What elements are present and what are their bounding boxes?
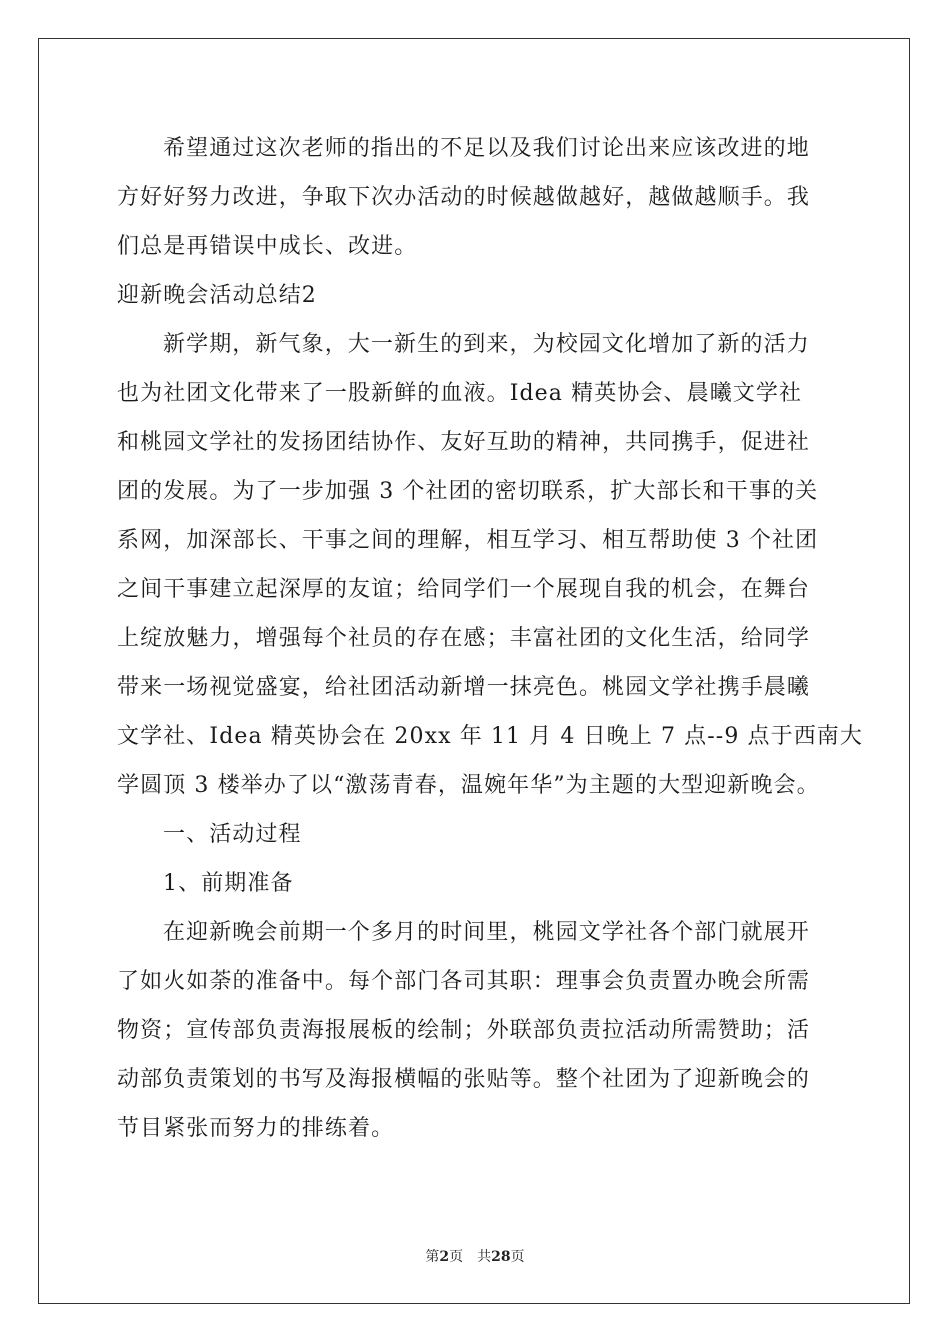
section-heading: 迎新晚会活动总结2 bbox=[117, 283, 317, 308]
page-footer bbox=[0, 1246, 950, 1266]
subheading: 1、前期准备 bbox=[163, 871, 294, 896]
page-suffix: 页 bbox=[449, 1249, 464, 1265]
paragraph-line: 了如火如荼的准备中。每个部门各司其职：理事会负责置办晚会所需 bbox=[117, 969, 811, 994]
paragraph-line: 也为社团文化带来了一股新鲜的血液。Idea 精英协会、晨曦文学社 bbox=[117, 381, 803, 406]
paragraph-line: 上绽放魅力，增强每个社员的存在感；丰富社团的文化生活，给同学 bbox=[117, 626, 811, 651]
current-page-number: 2 bbox=[439, 1249, 450, 1265]
paragraph-line: 物资；宣传部负责海报展板的绘制；外联部负责拉活动所需赞助；活 bbox=[117, 1018, 811, 1043]
document-body bbox=[117, 124, 864, 1153]
paragraph-line: 们总是再错误中成长、改进。 bbox=[117, 234, 418, 259]
paragraph-line: 方好好努力改进，争取下次办活动的时候越做越好，越做越顺手。我 bbox=[117, 185, 811, 210]
subheading: 一、活动过程 bbox=[163, 822, 302, 847]
paragraph-line: 团的发展。为了一步加强 3 个社团的密切联系，扩大部长和干事的关 bbox=[117, 479, 819, 504]
total-prefix: 共 bbox=[477, 1249, 492, 1265]
paragraph-line: 和桃园文学社的发扬团结协作、友好互助的精神，共同携手，促进社 bbox=[117, 430, 811, 455]
paragraph-line: 节目紧张而努力的排练着。 bbox=[117, 1116, 395, 1141]
page-prefix: 第 bbox=[425, 1249, 440, 1265]
paragraph-line: 动部负责策划的书写及海报横幅的张贴等。整个社团为了迎新晚会的 bbox=[117, 1067, 811, 1092]
total-suffix: 页 bbox=[510, 1249, 525, 1265]
paragraph-line: 系网，加深部长、干事之间的理解，相互学习、相互帮助使 3 个社团 bbox=[117, 528, 819, 553]
paragraph-line: 文学社、Idea 精英协会在 20xx 年 11 月 4 日晚上 7 点--9 点于西南大 bbox=[117, 724, 864, 749]
paragraph-line: 带来一场视觉盛宴，给社团活动新增一抹亮色。桃园文学社携手晨曦 bbox=[117, 675, 811, 700]
paragraph-line: 在迎新晚会前期一个多月的时间里，桃园文学社各个部门就展开 bbox=[163, 920, 810, 945]
total-page-number: 28 bbox=[491, 1249, 511, 1265]
paragraph-line: 学圆顶 3 楼举办了以“激荡青春，温婉年华”为主题的大型迎新晚会。 bbox=[117, 773, 820, 798]
paragraph-line: 希望通过这次老师的指出的不足以及我们讨论出来应该改进的地 bbox=[163, 136, 810, 161]
paragraph-line: 之间干事建立起深厚的友谊；给同学们一个展现自我的机会，在舞台 bbox=[117, 577, 811, 602]
paragraph-line: 新学期，新气象，大一新生的到来，为校园文化增加了新的活力 bbox=[163, 332, 810, 357]
